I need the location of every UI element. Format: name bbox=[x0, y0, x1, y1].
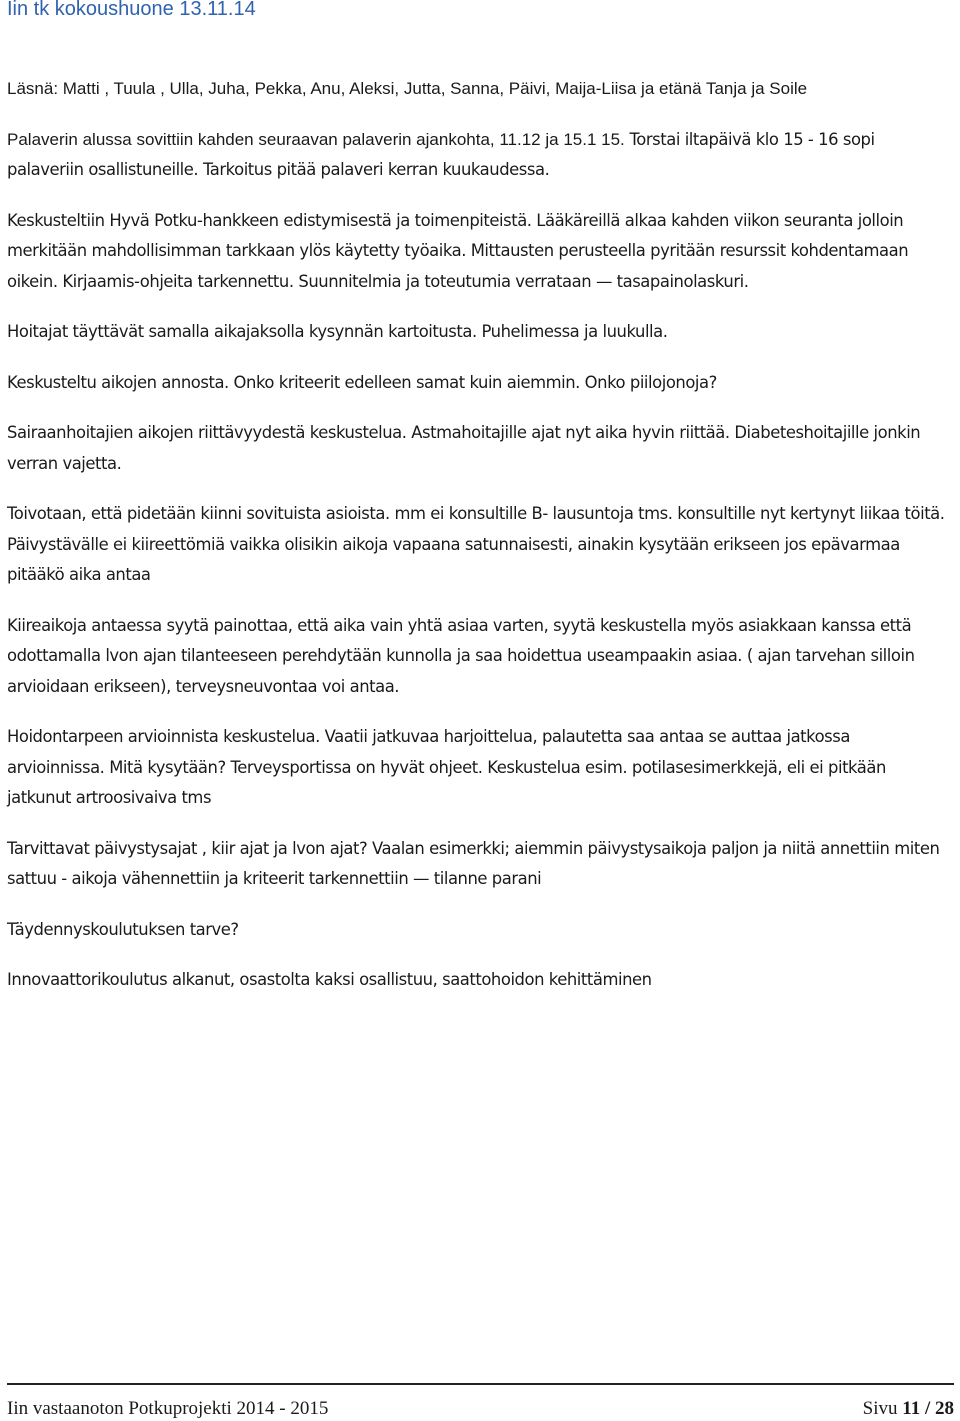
paragraph-nurses-survey: Hoitajat täyttävät samalla aikajaksolla kysynnän kartoitusta. Puhelimessa ja luukulla. bbox=[7, 322, 668, 341]
footer-project-name: Iin vastaanoton Potkuprojekti 2014 - 2015 bbox=[7, 1398, 329, 1419]
paragraph-scheduling bbox=[7, 125, 952, 186]
paragraph-scheduling-rest: Torstai iltapäivä klo 15 - 16 sopi palaveriin osallistuneille. Tarkoitus pitää palaveri kerran kuukaudessa. bbox=[7, 129, 875, 179]
page-separator: / bbox=[924, 1398, 931, 1419]
page-current: 11 bbox=[902, 1398, 921, 1419]
page-total: 28 bbox=[935, 1398, 954, 1419]
paragraph-appointments: Keskusteltu aikojen annosta. Onko kriteerit edelleen samat kuin aiemmin. Onko piilojonoja? bbox=[7, 372, 717, 392]
paragraph-urgent-times: Kiireaikoja antaessa syytä painottaa, että aika vain yhtä asiaa varten, syytä keskustella myös asiakkaan kanssa että odottamalla lvon ajan tilanteeseen perehdytään kunnolla ja saa hoidettua useampaakin asiaa. ( ajan tarvehan silloin arvioidaan erikseen), terveysneuvontaa voi antaa. bbox=[7, 615, 915, 696]
paragraph-agreements: Toivotaan, että pidetään kiinni sovituista asioista. mm ei konsultille B- lausuntoja tms. konsultille nyt kertynyt liikaa töitä. Päivystävälle ei kiireettömiä vaikka olisikin aikoja vapaana satunnaisesti, ainakin kysytään erikseen jos epävarmaa pitääkö aika antaa bbox=[7, 504, 945, 584]
paragraph-care-assessment: Hoidontarpeen arvioinnista keskustelua. Vaatii jatkuvaa harjoittelua, palautetta saa antaa se auttaa jatkossa arvioinnissa. Mitä kysytään? Terveysportissa on hyvät ohjeet. Keskustelua esim. potilasesimerkkejä, eli ei pitkään jatkunut artroosivaiva tms bbox=[7, 727, 886, 807]
footer-page-number bbox=[863, 1398, 954, 1420]
paragraph-scheduling-lead: Palaverin alussa sovittiin kahden seuraavan palaverin ajankohta, 11.12 ja 15.1 15. bbox=[7, 129, 625, 149]
paragraph-nurse-capacity: Sairaanhoitajien aikojen riittävyydestä keskustelua. Astmahoitajille ajat nyt aika hyvin riittää. Diabeteshoitajille jonkin verran vajetta. bbox=[7, 423, 921, 473]
paragraph-project-progress: Keskusteltiin Hyvä Potku-hankkeen edistymisestä ja toimenpiteistä. Lääkäreillä alkaa kahden viikon seuranta jolloin merkitään mahdollisimman tarkkaan ylös käytetty työaika. Mittausten perusteella pyritään resurssit kohdentamaan oikein. Kirjaamis-ohjeita tarkennettu. Suunnitelmia ja toteutumia verrataan — tasapainolaskuri. bbox=[7, 210, 909, 291]
paragraph-innovation-training: Innovaattorikoulutus alkanut, osastolta kaksi osallistuu, saattohoidon kehittäminen bbox=[7, 970, 652, 989]
document-body bbox=[7, 74, 952, 1016]
paragraph-emergency-times: Tarvittavat päivystysajat , kiir ajat ja lvon ajat? Vaalan esimerkki; aiemmin päivystysaikoja paljon ja niitä annettiin miten sattuu - aikoja vähennettiin ja kriteerit tarkennettiin — tilanne parani bbox=[7, 838, 940, 888]
paragraph-training-need: Täydennyskoulutuksen tarve? bbox=[7, 919, 239, 939]
footer-divider bbox=[7, 1383, 954, 1385]
page-label: Sivu bbox=[862, 1398, 898, 1419]
page-title: Iin tk kokoushuone 13.11.14 bbox=[7, 0, 256, 20]
attendees-paragraph: Läsnä: Matti , Tuula , Ulla, Juha, Pekka, Anu, Aleksi, Jutta, Sanna, Päivi, Maija-Liisa ja etänä Tanja ja Soile bbox=[7, 79, 808, 98]
